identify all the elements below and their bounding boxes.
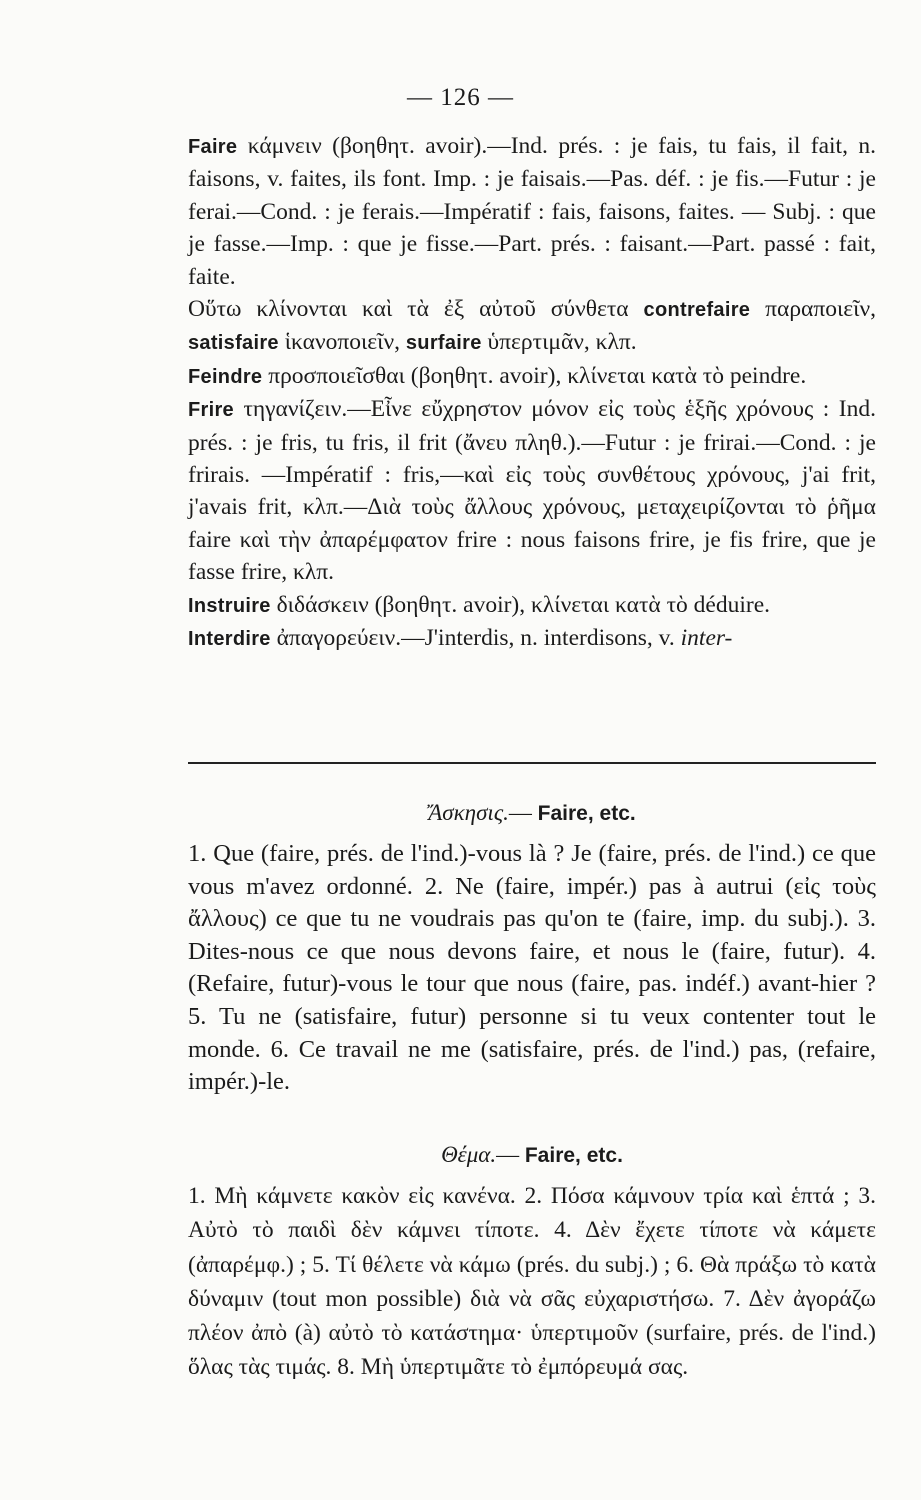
exercise-title-greek: Ἄσκησις.	[428, 800, 509, 825]
verb-entries	[188, 130, 876, 656]
entry-text: Οὕτω κλίνονται καὶ τὰ ἐξ αὐτοῦ σύνθετα	[188, 296, 644, 323]
headword: Instruire	[188, 594, 271, 617]
title-separator: —	[508, 800, 538, 825]
headword: satisfaire	[188, 332, 279, 355]
entry-text: ἀπαγορεύειν.—J'interdis, n. interdisons, v.	[270, 625, 681, 652]
exercise-text: 1. Que (faire, prés. de l'ind.)-vous là ? Je (faire, prés. de l'ind.) ce que vous m'avez ordonné. 2. Ne (faire, impér.) pas à autrui (εἰς τοὺς ἄλλους) ce que tu ne voudrais pas qu'on te (faire, imp. du subj.). 3. Dites-nous ce que nous devons faire, et nous le (faire, futur). 4. (Refaire, futur)-vous le tour que nous (faire, pas. indéf.) avant-hier ? 5. Tu ne (satisfaire, futur) personne si tu veux contenter tout le monde. 6. Ce travail ne me (satisfaire, prés. de l'ind.) pas, (refaire, impér.)-le.	[188, 840, 876, 1096]
headword: contrefaire	[643, 299, 751, 322]
section-divider	[188, 762, 876, 764]
entry-text: διδάσκειν (βοηθητ. avoir), κλίνεται κατὰ τὸ déduire.	[270, 591, 771, 618]
headword: surfaire	[405, 332, 482, 355]
headword: Frire	[188, 399, 234, 422]
headword: Faire	[188, 136, 238, 158]
entry-text: τηγανίζειν.—Εἶνε εὔχρηστον μόνον εἰς τοὺς ἑξῆς χρόνους : Ind. prés. : je fris, tu fris, il frit (ἄνευ πληθ.).—Futur : je frirai.—Cond. : je frirais. —Impératif : fris,—καὶ εἰς τοὺς συνθέτους χρόνους, j'ai frit, j'avais frit, κλπ.—Διὰ τοὺς ἄλλους χρόνους, μεταχειρίζονται τὸ ῥῆμα faire καὶ τὴν ἀπαρέμφατον frire : nous faisons frire, je fis frire, que je fasse frire, κλπ.	[188, 396, 876, 586]
entry-instruire	[188, 589, 876, 622]
entry-text: ὑπερτιμᾶν, κλπ.	[481, 329, 637, 356]
entry-text-italic: inter-	[680, 625, 733, 652]
entry-faire	[188, 130, 876, 293]
entry-text: ἱκανοποιεῖν,	[278, 329, 406, 356]
headword: Feindre	[188, 365, 263, 388]
title-separator: —	[496, 1142, 525, 1167]
headword: Interdire	[188, 628, 271, 651]
entry-frire	[188, 393, 876, 588]
theme-title	[188, 1142, 876, 1168]
entry-text: προσποιεῖσθαι (βοηθητ. avoir), κλίνεται κατὰ τὸ peindre.	[262, 362, 807, 389]
entry-feindre	[188, 360, 876, 393]
entry-interdire	[188, 622, 876, 655]
entry-text: παραποιεῖν,	[750, 296, 876, 323]
page-number: — 126 —	[407, 84, 514, 111]
theme-title-french: Faire, etc.	[524, 1144, 623, 1167]
entry-text: κάμνειν (βοηθητ. avoir).—Ind. prés. : je fais, tu fais, il fait, n. faisons, v. faites, ils font. Imp. : je faisais.—Pas. déf. : je fis.—Futur : je ferai.—Cond. : je ferais.—Impératif : fais, faisons, faites. — Subj. : que je fasse.—Imp. : que je fisse.—Part. prés. : faisant.—Part. passé : fait, faite.	[188, 133, 876, 290]
exercise-title-french: Faire, etc.	[537, 802, 636, 825]
theme-text: 1. Μὴ κάμνετε κακὸν εἰς κανένα. 2. Πόσα κάμνουν τρία καὶ ἑπτά ; 3. Αὐτὸ τὸ παιδὶ δὲν κάμνει τίποτε. 4. Δὲν ἔχετε τίποτε νὰ κάμετε (ἀπαρέμφ.) ; 5. Τί θέλετε νὰ κάμω (prés. du subj.) ; 6. Θὰ πράξω τὸ κατὰ δύναμιν (tout mon possible) διὰ νὰ σᾶς εὐχαριστήσω. 7. Δὲν ἀγοράζω πλέον ἀπὸ (à) αὐτὸ τὸ κατάστημα· ὑπερτιμοῦν (surfaire, prés. de l'ind.) ὅλας τὰς τιμάς. 8. Μὴ ὑπερτιμᾶτε τὸ ἐμπόρευμά σας.	[188, 1183, 876, 1381]
entry-faire-compounds	[188, 293, 876, 360]
exercise-title	[188, 800, 876, 826]
theme-title-greek: Θέμα.	[441, 1142, 497, 1167]
